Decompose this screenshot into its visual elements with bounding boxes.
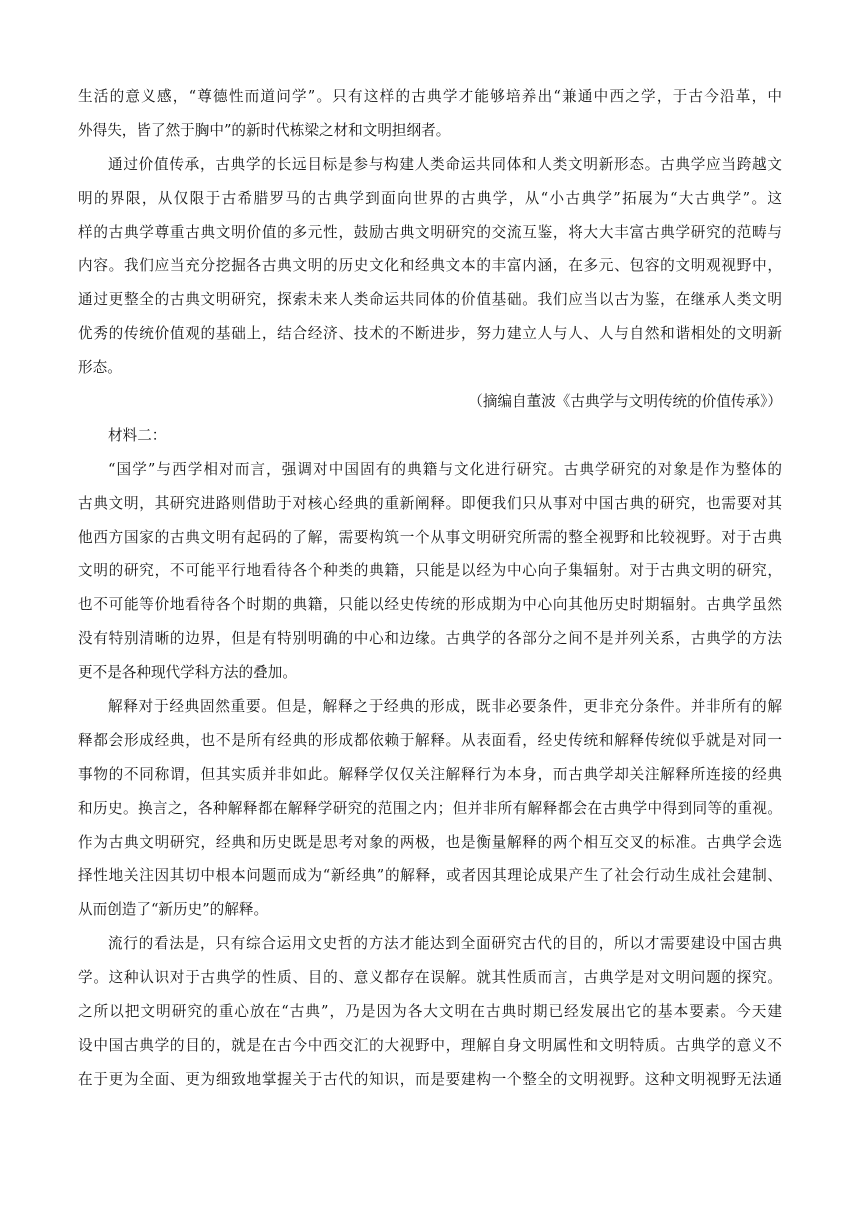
text-line: 择性地关注因其切中根本问题而成为“新经典”的解释，或者因其理论成果产生了社会行动生成社会建制、: [78, 867, 782, 885]
paragraph: [78, 927, 782, 1096]
paragraph: [78, 690, 782, 927]
text-line: 事物的不同称谓，但其实质并非如此。解释学仅仅关注解释行为本身，而古典学却关注解释所连接的经典: [78, 765, 782, 783]
text-line: 形态。: [78, 359, 122, 377]
text-line: “国学”与西学相对而言，强调对中国固有的典籍与文化进行研究。古典学研究的对象是作为整体的: [108, 460, 782, 478]
section-label: 材料二：: [108, 426, 167, 444]
text-line: 明的界限，从仅限于古希腊罗马的古典学到面向世界的古典学，从“小古典学”拓展为“大古典学”。这: [78, 189, 782, 207]
text-line: 学。这种认识对于古典学的性质、目的、意义都存在误解。就其性质而言，古典学是对文明问题的探究。: [78, 969, 782, 987]
paragraph: [78, 80, 782, 148]
text-line: 通过价值传承，古典学的长远目标是参与构建人类命运共同体和人类文明新形态。古典学应当跨越文: [108, 155, 782, 173]
text-line: 生活的意义感，“尊德性而道问学”。只有这样的古典学才能够培养出“兼通中西之学，于古今沿革，中: [78, 88, 782, 105]
paragraph: [78, 148, 782, 385]
source-note: （摘编自董波《古典学与文明传统的价值传承》）: [468, 393, 782, 411]
text-line: 也不可能等价地看待各个时期的典籍，只能以经史传统的形成期为中心向其他历史时期辐射。古典学虽然: [78, 596, 782, 614]
text-line: 之所以把文明研究的重心放在“古典”，乃是因为各大文明在古典时期已经发展出它的基本要素。今天建: [78, 1003, 782, 1021]
text-line: 在于更为全面、更为细致地掌握关于古代的知识，而是要建构一个整全的文明视野。这种文明视野无法通: [78, 1070, 782, 1088]
text-line: 文明的研究，不可能平行地看待各个种类的典籍，只能是以经为中心向子集辐射。对于古典文明的研究，: [78, 562, 782, 580]
paragraph: [78, 453, 782, 690]
text-line: 更不是各种现代学科方法的叠加。: [78, 664, 297, 682]
text-line: 样的古典学尊重古典文明价值的多元性，鼓励古典文明研究的交流互鉴，将大大丰富古典学研究的范畴与: [78, 223, 782, 241]
text-line: 从而创造了“新历史”的解释。: [78, 901, 269, 919]
text-line: 作为古典文明研究，经典和历史既是思考对象的两极，也是衡量解释的两个相互交叉的标准。古典学会选: [78, 833, 782, 851]
text-line: 通过更整全的古典文明研究，探索未来人类命运共同体的价值基础。我们应当以古为鉴，在继承人类文明: [78, 291, 782, 309]
text-line: 解释对于经典固然重要。但是，解释之于经典的形成，既非必要条件，更非充分条件。并非所有的解: [108, 698, 782, 716]
text-line: 内容。我们应当充分挖掘各古典文明的历史文化和经典文本的丰富内涵，在多元、包容的文明观视野中，: [78, 257, 782, 275]
text-line: 和历史。换言之，各种解释都在解释学研究的范围之内；但并非所有解释都会在古典学中得到同等的重视。: [78, 799, 782, 817]
document-body: [78, 80, 782, 1097]
text-line: 古典文明，其研究进路则借助于对核心经典的重新阐释。即便我们只从事对中国古典的研究，也需要对其: [78, 494, 782, 512]
text-line: 他西方国家的古典文明有起码的了解，需要构筑一个从事文明研究所需的整全视野和比较视野。对于古典: [78, 528, 782, 546]
text-line: 没有特别清晰的边界，但是有特别明确的中心和边缘。古典学的各部分之间不是并列关系，古典学的方法: [78, 630, 782, 648]
text-line: 释都会形成经典，也不是所有经典的形成都依赖于解释。从表面看，经史传统和解释传统似乎就是对同一: [78, 731, 782, 749]
text-line: 流行的看法是，只有综合运用文史哲的方法才能达到全面研究古代的目的，所以才需要建设中国古典: [108, 935, 782, 953]
text-line: 外得失，皆了然于胸中”的新时代栋梁之材和文明担纲者。: [78, 121, 451, 139]
text-line: 设中国古典学的目的，就是在古今中西交汇的大视野中，理解自身文明属性和文明特质。古典学的意义不: [78, 1036, 782, 1054]
text-line: 优秀的传统价值观的基础上，结合经济、技术的不断进步，努力建立人与人、人与自然和谐相处的文明新: [78, 325, 782, 343]
